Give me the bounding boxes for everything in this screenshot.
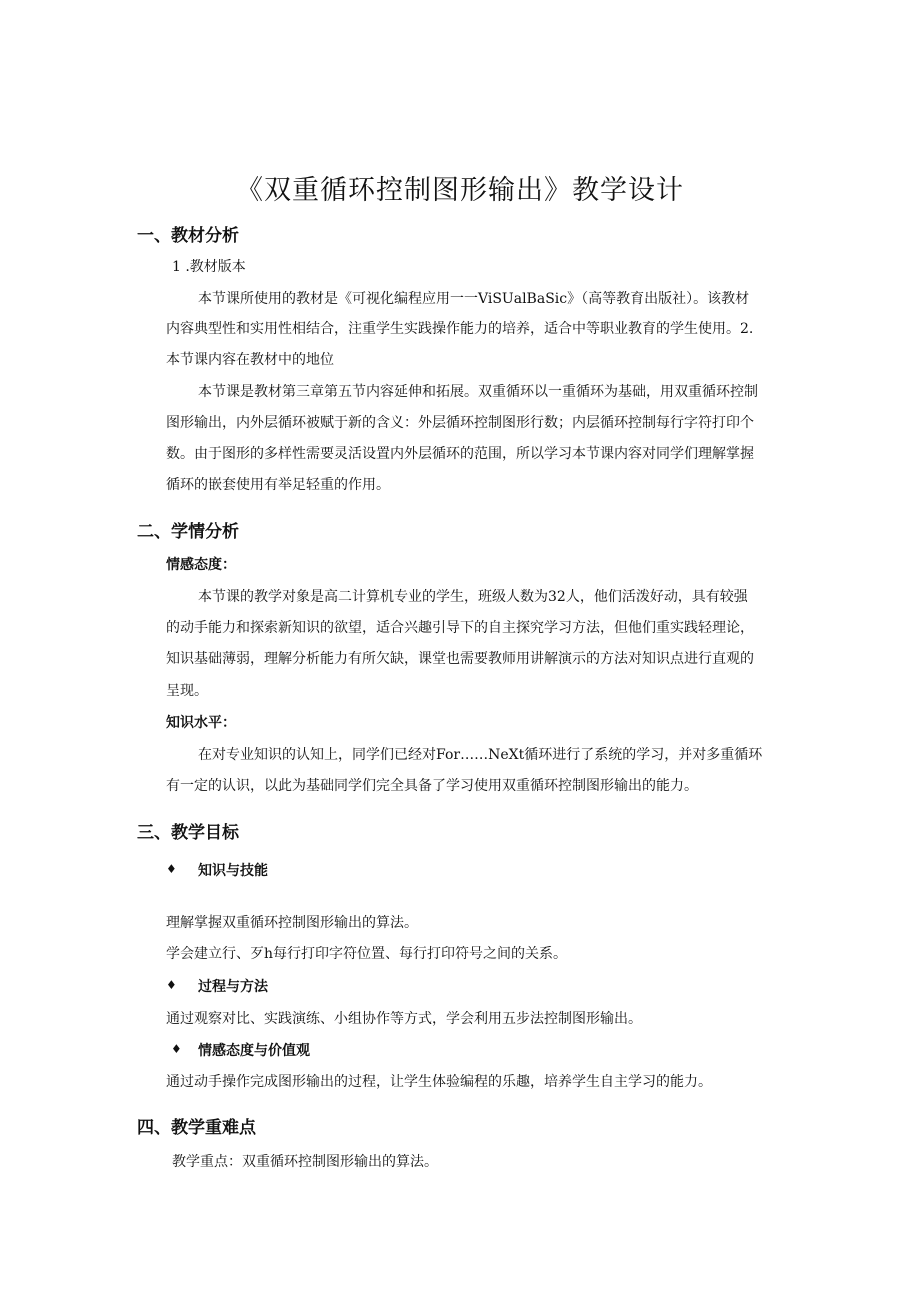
paragraph-line: 理解掌握双重循环控制图形输出的算法。	[166, 915, 418, 931]
paragraph-line: 通过观察对比、实践演练、小组协作等方式，学会利用五步法控制图形输出。	[166, 1011, 642, 1027]
section-heading: 四、教学重难点	[137, 1118, 256, 1138]
paragraph-line: 有一定的认识，以此为基础同学们完全具备了学习使用双重循环控制图形输出的能力。	[166, 778, 698, 794]
diamond-bullet-icon: ♦	[171, 1042, 182, 1056]
section-heading: 二、学情分析	[137, 522, 239, 542]
paragraph-line: 循环的嵌套使用有举足轻重的作用。	[166, 477, 390, 493]
paragraph-line: 的动手能力和探索新知识的欲望，适合兴趣引导下的自主探究学习方法，但他们重实践轻理论，	[166, 620, 754, 636]
section-heading: 三、教学目标	[137, 823, 239, 843]
paragraph-line: 本节课是教材第三章第五节内容延伸和拓展。双重循环以一重循环为基础，用双重循环控制	[198, 384, 758, 400]
paragraph-line: 知识基础薄弱，理解分析能力有所欠缺，课堂也需要教师用讲解演示的方法对知识点进行直观的	[166, 651, 754, 667]
paragraph-line: 学会建立行、歹h每行打印字符位置、每行打印符号之间的关系。	[166, 946, 568, 962]
goal-heading: 过程与方法	[198, 979, 268, 995]
paragraph-line: 通过动手操作完成图形输出的过程，让学生体验编程的乐趣，培养学生自主学习的能力。	[166, 1074, 712, 1090]
paragraph-line: 教学重点：双重循环控制图形输出的算法。	[172, 1154, 438, 1170]
paragraph-line: 本节课的教学对象是高二计算机专业的学生，班级人数为32人，他们活泼好动，具有较强	[198, 589, 748, 605]
diamond-bullet-icon: ♦	[166, 978, 177, 992]
document-title: 《双重循环控制图形输出》教学设计	[236, 175, 684, 206]
diamond-bullet-icon: ♦	[166, 862, 177, 876]
paragraph-line: 内容典型性和实用性相结合，注重学生实践操作能力的培养，适合中等职业教育的学生使用。2.	[166, 321, 754, 337]
paragraph-line: 数。由于图形的多样性需要灵活设置内外层循环的范围，所以学习本节课内容对同学们理解掌握	[166, 446, 754, 462]
section-heading: 一、教材分析	[137, 226, 239, 246]
paragraph-line: 呈现。	[166, 683, 208, 699]
paragraph-line: 图形输出，内外层循环被赋于新的含义：外层循环控制图形行数；内层循环控制每行字符打印个	[166, 415, 754, 431]
paragraph-line: 本节课所使用的教材是《可视化编程应用一一ViSUalBaSic》（高等教育出版社）。该教材	[198, 291, 750, 307]
goal-heading: 情感态度与价值观	[198, 1043, 310, 1059]
subheading: 知识水平：	[166, 715, 236, 731]
subheading: 情感态度：	[166, 557, 236, 573]
paragraph-line: 在对专业知识的认知上，同学们已经对For……NeXt循环进行了系统的学习，并对多重循环	[198, 747, 763, 763]
paragraph-line: 本节课内容在教材中的地位	[166, 352, 334, 368]
goal-heading: 知识与技能	[198, 863, 268, 879]
subheading: 1 .教材版本	[172, 259, 246, 275]
